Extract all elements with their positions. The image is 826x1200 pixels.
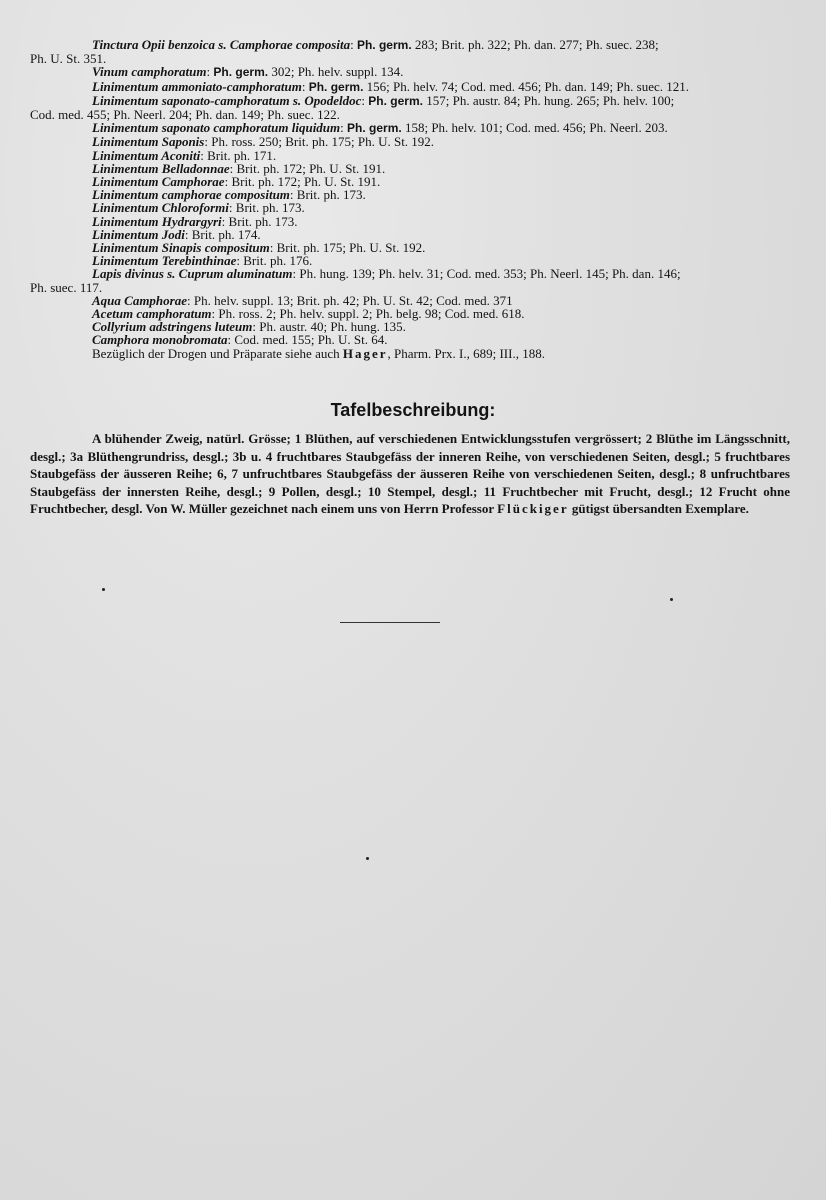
pharmacopoeia-germanica: Ph. germ. (213, 65, 269, 80)
separator: : (221, 213, 229, 229)
pharmacopoeia-refs: 302; Ph. helv. suppl. 134. (268, 64, 404, 80)
preparation-name: Vinum camphoratum (92, 64, 207, 80)
preparation-name: Linimentum Hydrargyri (92, 213, 222, 229)
preparation-name: Collyrium adstringens luteum (92, 319, 253, 335)
reference-entry (30, 65, 790, 79)
plate-text-after: gütigst übersandten Exemplare. (568, 501, 749, 517)
preparation-name: Linimentum saponato-camphoratum s. Opodeldoc (92, 92, 362, 108)
note-suffix: , Pharm. Prx. I., 689; III., 188. (387, 345, 545, 361)
note-author: Hager (342, 345, 388, 361)
pharmacopoeia-refs: Cod. med. 155; Ph. U. St. 64. (234, 332, 388, 348)
preparation-name: Linimentum ammoniato-camphoratum (92, 78, 302, 94)
reference-continuation: Ph. U. St. 351. (30, 51, 107, 67)
preparation-name: Tinctura Opii benzoica s. Camphorae composita (92, 37, 351, 52)
pharmacopoeia-germanica: Ph. germ. (368, 93, 423, 108)
preparation-name: Linimentum Jodi (92, 226, 185, 242)
preparation-name: Linimentum Terebinthinae (92, 253, 237, 269)
pharmacopoeia-refs: 283; Brit. ph. 322; Ph. dan. 277; Ph. suec. 238; (411, 37, 659, 52)
separator: : (236, 253, 244, 269)
pharmacopoeia-refs: 156; Ph. helv. 74; Cod. med. 456; Ph. dan. 149; Ph. suec. 121. (363, 78, 690, 94)
preparation-name: Lapis divinus s. Cuprum aluminatum (92, 266, 293, 282)
separator: : (289, 187, 297, 203)
preparation-name: Linimentum Aconiti (92, 147, 201, 163)
preparation-name: Linimentum Belladonnae (92, 160, 230, 176)
reference-continuation: Ph. suec. 117. (30, 279, 103, 295)
plate-author-name: Flückiger (497, 501, 569, 517)
print-speck (102, 588, 105, 591)
reference-entry (30, 94, 790, 108)
pharmacopoeia-refs: Ph. hung. 139; Ph. helv. 31; Cod. med. 353; Ph. Neerl. 145; Ph. dan. 146; (299, 266, 681, 282)
preparation-name: Aqua Camphorae (92, 292, 187, 308)
pharmacopoeia-refs: Brit. ph. 175; Ph. U. St. 192. (276, 240, 426, 256)
pharmacopoeia-refs: Brit. ph. 173. (296, 187, 366, 203)
separator: : (211, 306, 219, 322)
pharmacopoeia-refs: Ph. ross. 2; Ph. helv. suppl. 2; Ph. belg. 98; Cod. med. 618. (218, 306, 525, 322)
preparation-name: Linimentum saponato camphoratum liquidum (92, 120, 341, 136)
separator: : (184, 226, 192, 242)
reference-entry (30, 267, 790, 280)
reference-note (30, 347, 790, 360)
pharmacopoeia-refs: 157; Ph. austr. 84; Ph. hung. 265; Ph. helv. 100; (422, 92, 675, 108)
reference-entry (30, 38, 790, 52)
pharmacopoeia-germanica: Ph. germ. (347, 121, 402, 136)
pharmacopoeia-refs: Brit. ph. 171. (207, 147, 277, 163)
separator: : (200, 147, 208, 163)
pharmacopoeia-refs: Brit. ph. 176. (243, 253, 313, 269)
separator: : (252, 319, 260, 335)
pharmacopoeia-refs: Brit. ph. 173. (228, 213, 298, 229)
separator: : (301, 78, 309, 94)
separator: : (269, 240, 277, 256)
reference-entry (30, 121, 790, 135)
preparation-name: Linimentum Camphorae (92, 174, 225, 190)
pharmacopoeia-refs: Ph. austr. 40; Ph. hung. 135. (259, 319, 406, 335)
preparation-name: Linimentum Saponis (92, 134, 205, 150)
reference-list (30, 38, 790, 360)
separator: : (350, 37, 357, 52)
pharmacopoeia-refs: 158; Ph. helv. 101; Cod. med. 456; Ph. Neerl. 203. (401, 120, 668, 136)
preparation-name: Linimentum camphorae compositum (92, 187, 290, 203)
separator: : (292, 266, 300, 282)
plate-description-paragraph (30, 430, 790, 518)
separator: : (187, 292, 194, 308)
separator: : (229, 160, 237, 176)
separator: : (228, 200, 236, 216)
pharmacopoeia-refs: Brit. ph. 172; Ph. U. St. 191. (231, 174, 381, 190)
separator: : (204, 134, 212, 150)
pharmacopoeia-germanica: Ph. germ. (308, 79, 364, 94)
pharmacopoeia-refs: Brit. ph. 174. (191, 226, 261, 242)
print-speck (670, 598, 673, 601)
separator: : (224, 174, 232, 190)
separator: : (206, 64, 214, 80)
preparation-name: Linimentum Sinapis compositum (92, 240, 270, 256)
preparation-name: Acetum camphoratum (92, 306, 212, 322)
pharmacopoeia-refs: Brit. ph. 172; Ph. U. St. 191. (236, 160, 386, 176)
plate-description (30, 430, 790, 518)
pharmacopoeia-refs: Ph. ross. 250; Brit. ph. 175; Ph. U. St. 192. (211, 134, 435, 150)
print-speck (366, 857, 369, 860)
reference-entry (30, 80, 790, 94)
preparation-name: Linimentum Chloroformi (92, 200, 229, 216)
separator: : (361, 92, 369, 108)
plate-heading: Tafelbeschreibung: (330, 400, 496, 420)
note-prefix: Bezüglich der Drogen und Präparate siehe auch (92, 345, 343, 361)
end-rule (340, 622, 440, 623)
separator: : (227, 332, 235, 348)
pharmacopoeia-germanica: Ph. germ. (356, 38, 412, 52)
reference-continuation: Cod. med. 455; Ph. Neerl. 204; Ph. dan. 149; Ph. suec. 122. (30, 107, 340, 123)
pharmacopoeia-refs: Brit. ph. 173. (235, 200, 305, 216)
pharmacopoeia-refs: Ph. helv. suppl. 13; Brit. ph. 42; Ph. U. St. 42; Cod. med. 371 (193, 292, 513, 308)
plate-text-before: A blühender Zweig, natürl. Grösse; 1 Blüthen, auf verschiedenen Entwicklungsstufen vergrössert; 2 Blüthe im Längsschnitt, desgl.; 3a Blüthengrundriss, desgl.; 3b u. 4 fruchtbares Staubgefäss der inneren Reihe, von verschiedenen Seiten, desgl.; 5 fruchtbares Staubgefäss der äusseren Reihe; 6, 7 unfruchtbares Staubgefäss der äusseren Reihe von verschiedenen Seiten, desgl.; 8 unfruchtbares Staubgefäss der innersten Reihe, desgl.; 9 Pollen, desgl.; 10 Stempel, desgl.; 11 Fruchtbecher mit Frucht, desgl.; 12 Frucht ohne Fruchtbecher, desgl. Von W. Müller gezeichnet nach einem uns von Herrn Professor (30, 431, 790, 517)
separator: : (340, 120, 348, 136)
preparation-name: Camphora monobromata (92, 332, 228, 348)
